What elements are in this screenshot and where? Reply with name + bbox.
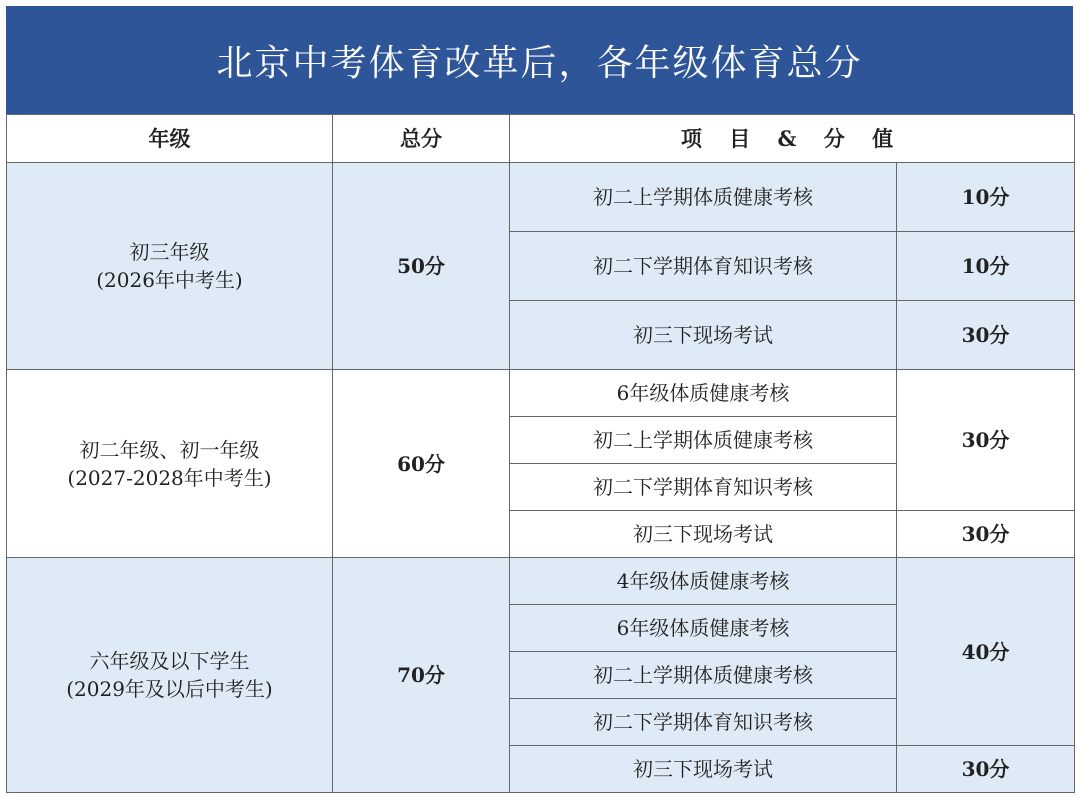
- item-cell: 6年级体质健康考核: [510, 370, 897, 417]
- item-cell: 初二上学期体质健康考核: [510, 163, 897, 232]
- page-title: 北京中考体育改革后，各年级体育总分: [6, 6, 1073, 114]
- item-cell: 6年级体质健康考核: [510, 605, 897, 652]
- item-cell: 初二下学期体育知识考核: [510, 464, 897, 511]
- grade-cell: [7, 370, 333, 558]
- grade-note: (2027-2028年中考生): [67, 465, 272, 490]
- grade-name: 初二年级、初一年级: [79, 437, 260, 462]
- table-row: [7, 370, 1075, 417]
- total-cell: 70分: [333, 558, 510, 793]
- item-cell: 初二上学期体质健康考核: [510, 652, 897, 699]
- total-cell: 50分: [333, 163, 510, 370]
- score-cell: 30分: [897, 511, 1075, 558]
- grade-cell: [7, 558, 333, 793]
- header-row: [7, 115, 1075, 163]
- table-row: [7, 163, 1075, 232]
- grade-cell: [7, 163, 333, 370]
- score-cell: 40分: [897, 558, 1075, 746]
- total-cell: 60分: [333, 370, 510, 558]
- item-cell: 初二下学期体育知识考核: [510, 232, 897, 301]
- item-cell: 初二下学期体育知识考核: [510, 699, 897, 746]
- score-cell: 10分: [897, 232, 1075, 301]
- table-row: [7, 558, 1075, 605]
- grade-name: 六年级及以下学生: [89, 649, 250, 673]
- score-cell: 30分: [897, 746, 1075, 793]
- score-cell: 30分: [897, 301, 1075, 370]
- header-items: 项 目 & 分 值: [510, 115, 1075, 163]
- item-cell: 初三下现场考试: [510, 301, 897, 370]
- score-cell: 30分: [897, 370, 1075, 511]
- grade-note: (2029年及以后中考生): [66, 677, 273, 701]
- score-cell: 10分: [897, 163, 1075, 232]
- item-cell: 初三下现场考试: [510, 746, 897, 793]
- grade-note: (2026年中考生): [96, 268, 243, 292]
- header-grade: 年级: [7, 115, 333, 163]
- item-cell: 4年级体质健康考核: [510, 558, 897, 605]
- item-cell: 初三下现场考试: [510, 511, 897, 558]
- header-total: 总分: [333, 115, 510, 163]
- score-table: [6, 114, 1075, 793]
- grade-name: 初三年级: [129, 240, 210, 264]
- item-cell: 初二上学期体质健康考核: [510, 417, 897, 464]
